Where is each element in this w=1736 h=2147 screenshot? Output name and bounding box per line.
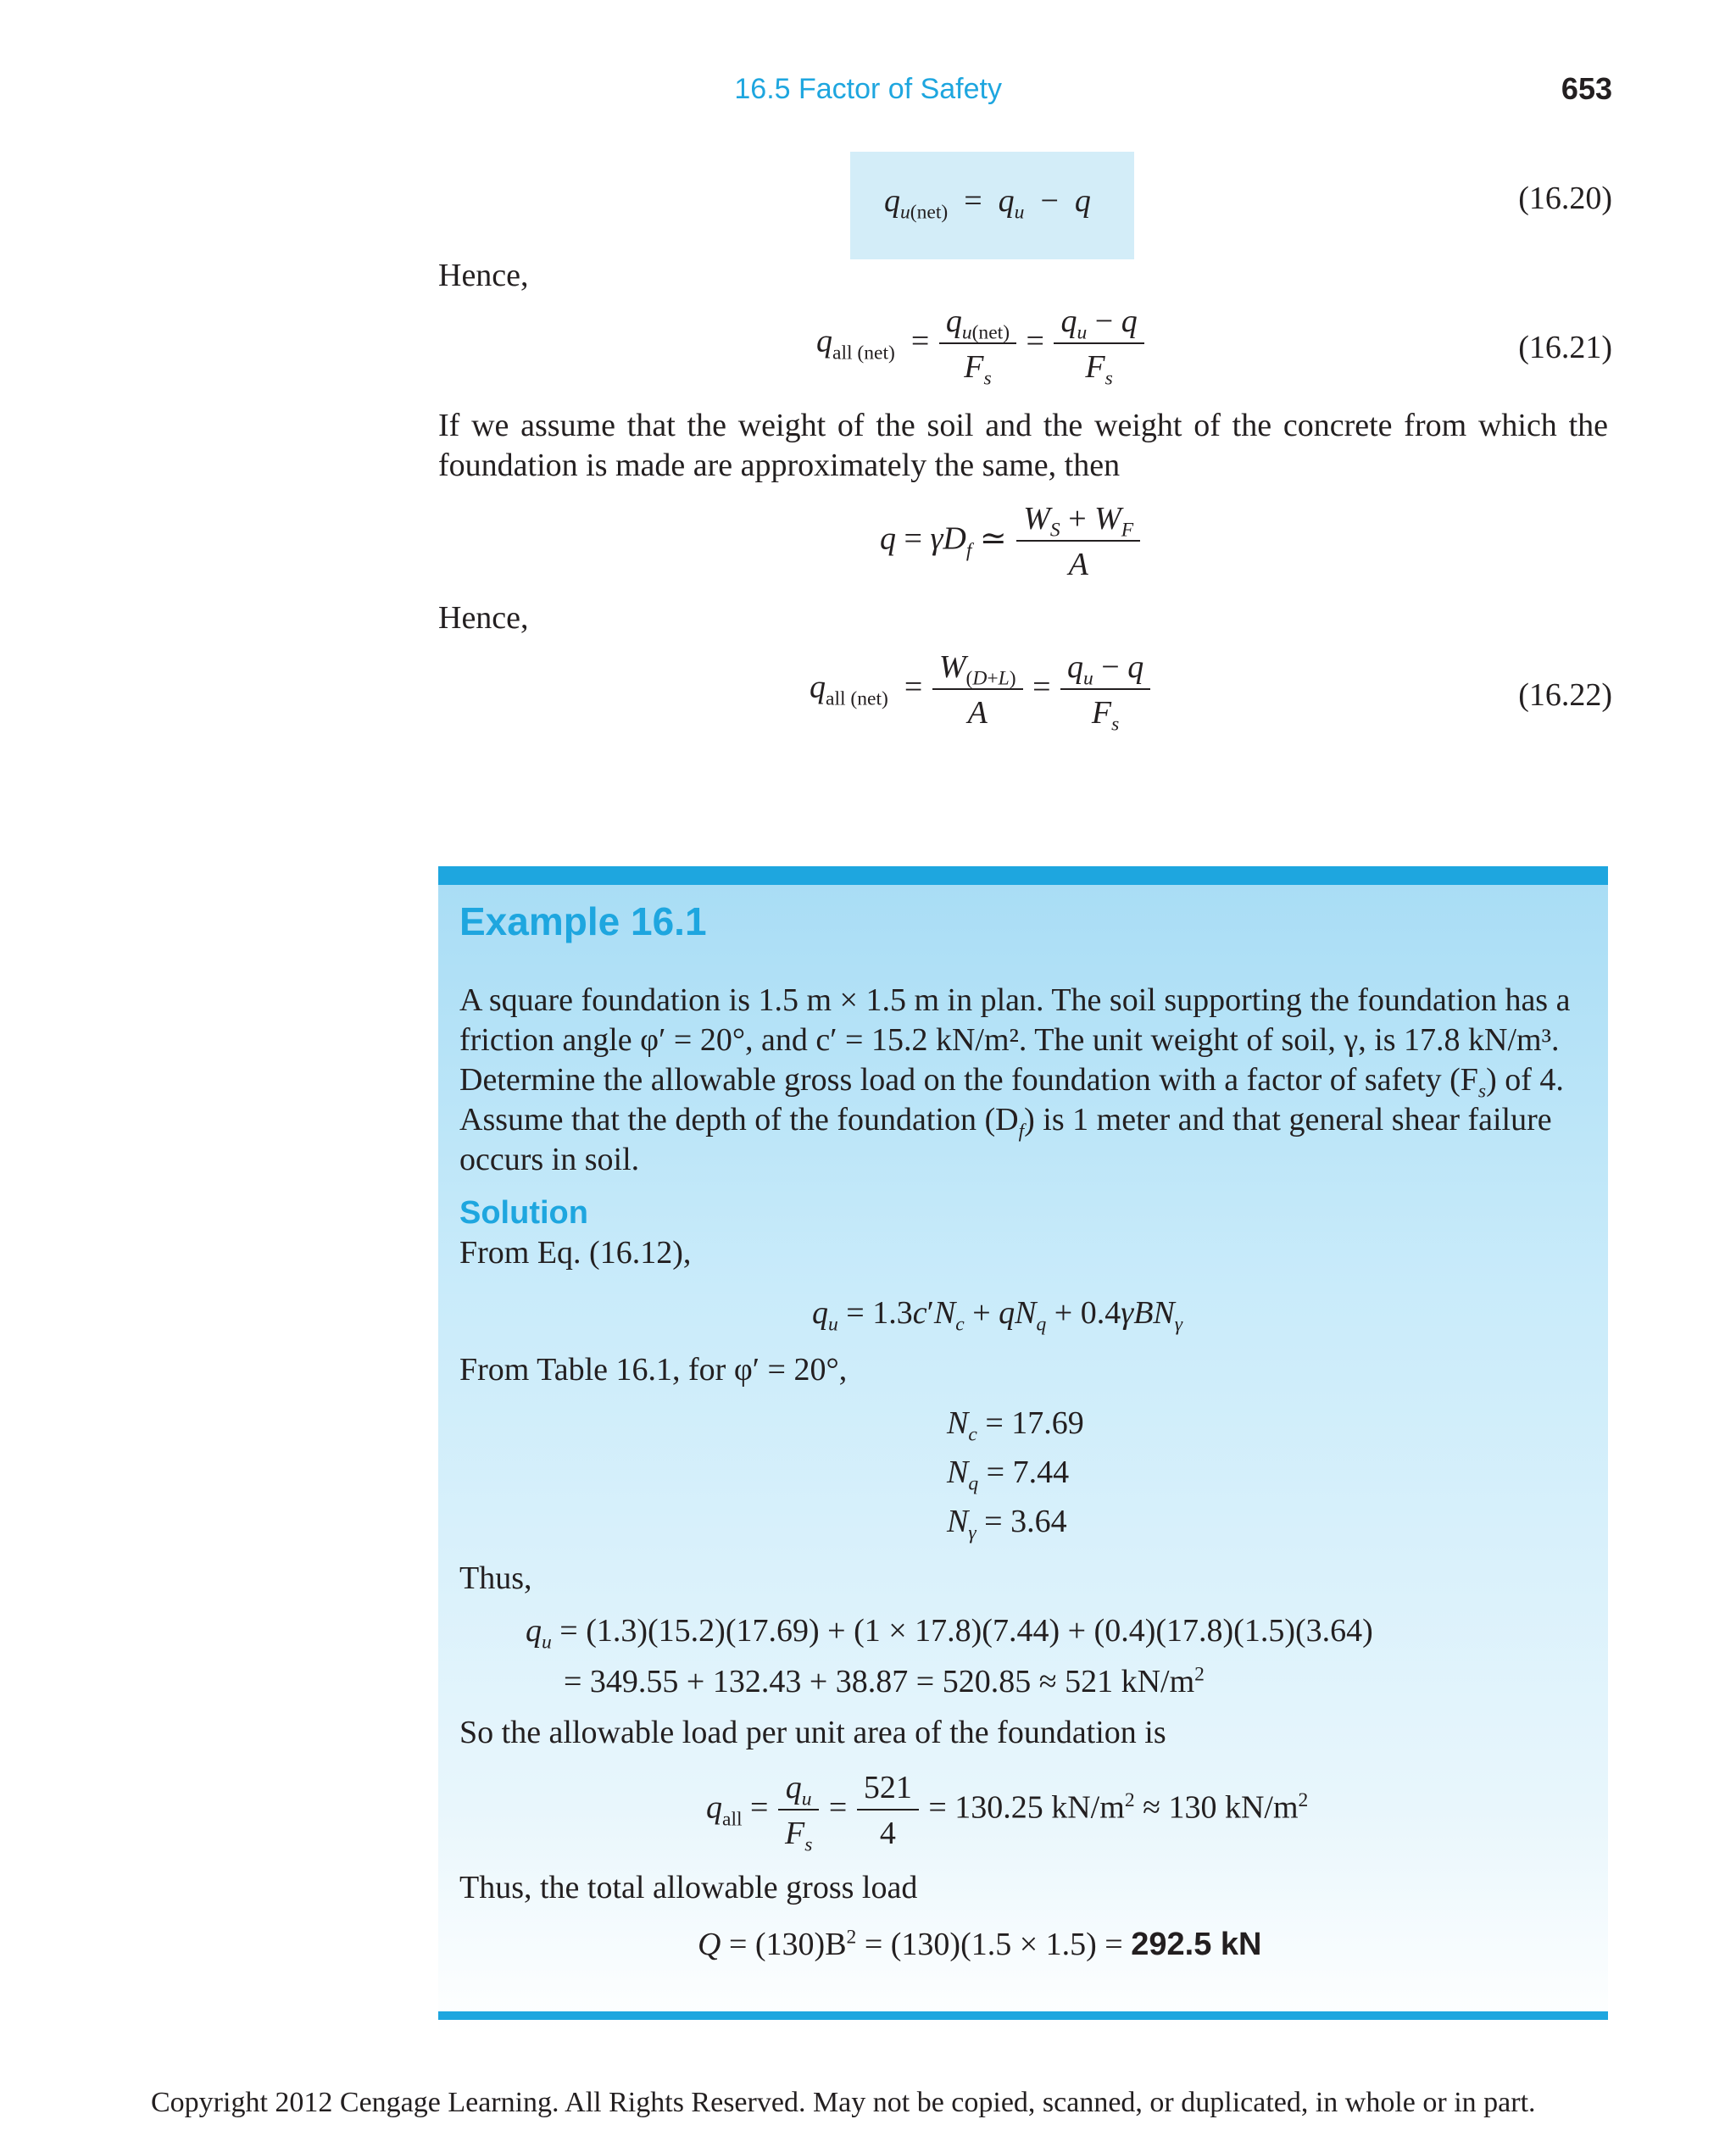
equation-16-20: $q_{u(net)} = q_u - q$ (884, 183, 1091, 224)
running-head: 16.5 Factor of Safety (734, 73, 1002, 105)
problem-line-5: occurs in soil. (459, 1142, 640, 1177)
solution-title: Solution (459, 1195, 588, 1231)
example-title: Example 16.1 (459, 899, 707, 943)
ngamma-value: $N_\gamma = 3.64$ (947, 1504, 1067, 1544)
thus-text-2: Thus, the total allowable gross load (459, 1870, 918, 1905)
equation-number-16-22: (16.22) (1518, 677, 1612, 713)
hence-text-1: Hence, (438, 258, 529, 293)
equation-q-gamma-df: $q = \gamma D_f$ ≃ $\frac{W_S + W_F}{A}$ (880, 503, 1142, 581)
qu-calculation-line-1: $q_u = (1.3)(15.2)(17.69) + (1 \times 17.8)(7.44) + (0.4)(17.8)(1.5)(3.64)$ (526, 1613, 1373, 1654)
problem-line-3: Determine the allowable gross load on the foundation with a factor of safety $(F_s)$ of 4. (459, 1062, 1564, 1103)
nq-value: $N_q = 7.44$ (947, 1455, 1070, 1495)
qu-calculation-line-2: = 349.55 + 132.43 + 38.87 = 520.85 ≈ 521 $kN/m^2$ (564, 1663, 1205, 1699)
example-box-bottom-rule (438, 2011, 1608, 2020)
problem-line-4: Assume that the depth of the foundation $(D_f)$ is 1 meter and that general shear failure (459, 1102, 1552, 1143)
example-problem (459, 981, 1595, 1180)
hence-text-2: Hence, (438, 600, 529, 636)
equation-16-21: $q_{all (net)}$ = $\frac{q_{u(net)}}{F_s}$ = $\frac{q_u - q}{F_s}$ (816, 305, 1146, 383)
qall-equation: $q_{all}$ = $\frac{q_u}{F_s}$ = $\frac{521}{4}$ = 130.25 $kN/m^2 \approx 130$ $kN/m^2$ (706, 1770, 1309, 1856)
page-number: 653 (1561, 71, 1612, 106)
assumption-paragraph: If we assume that the weight of the soil and the weight of the concrete from which the foundation is made are approximately the same, then (438, 408, 1608, 483)
final-answer: 292.5 kN (1131, 1927, 1262, 1962)
nc-value: $N_c = 17.69$ (947, 1405, 1084, 1446)
from-table-text: From Table 16.1, for φ′ = 20°, (459, 1352, 848, 1388)
problem-line-1: A square foundation is 1.5 m × 1.5 m in plan. The soil supporting the foundation has a (459, 982, 1571, 1018)
equation-16-22: $q_{all (net)}$ = $\frac{W_{(D+L)}}{A}$ = $\frac{q_u - q}{F_s}$ (810, 651, 1152, 729)
equation-number-16-20: (16.20) (1518, 181, 1612, 216)
from-equation-text: From Eq. (16.12), (459, 1235, 692, 1271)
thus-text-1: Thus, (459, 1560, 532, 1596)
copyright-notice: Copyright 2012 Cengage Learning. All Rights Reserved. May not be copied, scanned, or duplicated, in whole or in part. (151, 2087, 1536, 2118)
problem-line-2: friction angle φ′ = 20°, and c′ = 15.2 kN/m². The unit weight of soil, γ, is 17.8 kN/m³. (459, 1022, 1560, 1058)
equation-number-16-21: (16.21) (1518, 330, 1612, 365)
final-load-equation: $Q = (130)B^2 = (130)(1.5 \times 1.5) = 292.5$ kN (698, 1926, 1262, 1962)
bearing-capacity-equation: $q_u = 1.3c'N_c + qN_q + 0.4\gamma BN_\gamma$ (812, 1295, 1183, 1336)
allowable-load-text: So the allowable load per unit area of the foundation is (459, 1715, 1166, 1750)
